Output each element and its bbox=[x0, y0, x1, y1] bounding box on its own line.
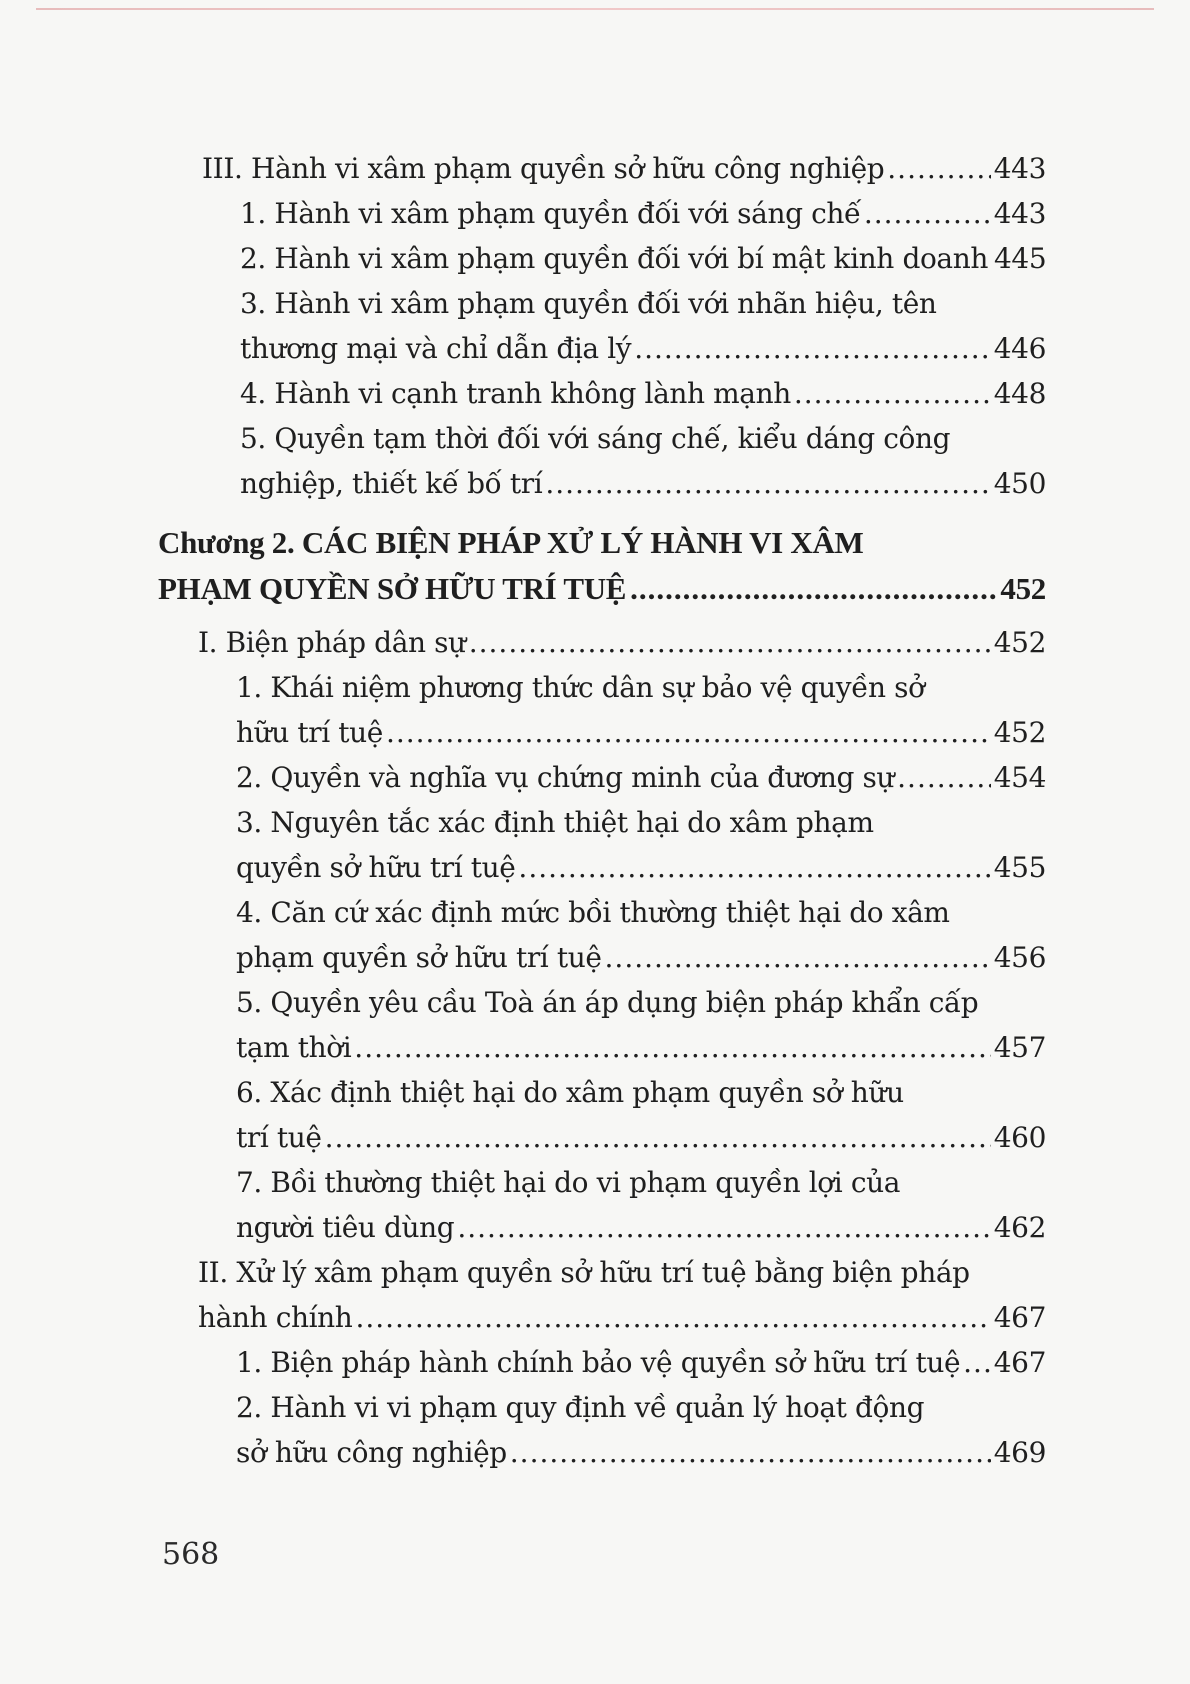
toc-entry-title-line2: hữu trí tuệ bbox=[236, 716, 383, 749]
toc-page-number: 469 bbox=[993, 1436, 1046, 1469]
dot-leader bbox=[963, 1340, 991, 1385]
toc-entry-title-line2: phạm quyền sở hữu trí tuệ bbox=[236, 941, 602, 974]
toc-entry[interactable] bbox=[158, 281, 1046, 371]
toc-entry[interactable] bbox=[158, 665, 1046, 755]
toc-entry-title-line1: 5. Quyền tạm thời đối với sáng chế, kiểu dáng công bbox=[240, 422, 951, 455]
toc-page-number: 462 bbox=[993, 1211, 1046, 1244]
toc-entry-title-line2: người tiêu dùng bbox=[236, 1211, 455, 1244]
toc-entry[interactable] bbox=[158, 800, 1046, 890]
toc-entry[interactable] bbox=[158, 980, 1046, 1070]
toc-page-number: 443 bbox=[993, 152, 1046, 185]
table-of-contents bbox=[158, 146, 1046, 1475]
toc-entry-title-line1: 7. Bồi thường thiệt hại do vi phạm quyền lợi của bbox=[236, 1166, 901, 1199]
dot-leader bbox=[630, 566, 996, 612]
toc-entry-title: III. Hành vi xâm phạm quyền sở hữu công nghiệp bbox=[202, 152, 885, 185]
dot-leader bbox=[457, 1205, 990, 1250]
toc-entry[interactable] bbox=[158, 236, 1046, 281]
toc-page-number: 450 bbox=[993, 467, 1046, 500]
chapter-title-line1: Chương 2. CÁC BIỆN PHÁP XỬ LÝ HÀNH VI XÂM bbox=[158, 525, 864, 560]
toc-entry[interactable] bbox=[158, 371, 1046, 416]
toc-entry-title: 1. Hành vi xâm phạm quyền đối với sáng chế bbox=[240, 197, 861, 230]
toc-entry-title-line1: 2. Hành vi vi phạm quy định về quản lý hoạt động bbox=[236, 1391, 925, 1424]
top-edge-rule bbox=[36, 8, 1154, 10]
dot-leader bbox=[354, 1025, 990, 1070]
dot-leader bbox=[864, 191, 991, 236]
dot-leader bbox=[897, 755, 991, 800]
toc-page-number: 456 bbox=[993, 941, 1046, 974]
dot-leader bbox=[794, 371, 991, 416]
toc-page-number: 467 bbox=[993, 1301, 1046, 1334]
toc-entry-title: 4. Hành vi cạnh tranh không lành mạnh bbox=[240, 377, 791, 410]
toc-page-number: 448 bbox=[993, 377, 1046, 410]
dot-leader bbox=[545, 461, 990, 506]
toc-entry-title-line2: thương mại và chỉ dẫn địa lý bbox=[240, 332, 632, 365]
toc-page-number: 455 bbox=[993, 851, 1046, 884]
toc-entry-title-line2: quyền sở hữu trí tuệ bbox=[236, 851, 516, 884]
toc-page-number: 446 bbox=[993, 332, 1046, 365]
toc-page-number: 454 bbox=[993, 761, 1046, 794]
toc-page-number: 445 bbox=[994, 242, 1047, 275]
toc-section-heading[interactable] bbox=[158, 620, 1046, 665]
toc-page-number: 467 bbox=[993, 1346, 1046, 1379]
toc-entry[interactable] bbox=[158, 755, 1046, 800]
toc-entry[interactable] bbox=[158, 191, 1046, 236]
dot-leader bbox=[518, 845, 990, 890]
toc-entry-title-line2: hành chính bbox=[198, 1301, 353, 1334]
toc-entry-title-line2: tạm thời bbox=[236, 1031, 352, 1064]
toc-entry-title-line2: nghiệp, thiết kế bố trí bbox=[240, 467, 543, 500]
toc-entry[interactable] bbox=[158, 416, 1046, 506]
dot-leader bbox=[634, 326, 991, 371]
toc-page-number: 452 bbox=[1000, 571, 1046, 606]
dot-leader bbox=[887, 146, 990, 191]
toc-entry[interactable] bbox=[158, 1385, 1046, 1475]
toc-page-number: 457 bbox=[993, 1031, 1046, 1064]
toc-page-number: 452 bbox=[993, 626, 1046, 659]
toc-chapter-heading[interactable] bbox=[158, 520, 1046, 612]
dot-leader bbox=[469, 620, 991, 665]
dot-leader bbox=[386, 710, 991, 755]
toc-entry-title-line1: 1. Khái niệm phương thức dân sự bảo vệ quyền sở bbox=[236, 671, 925, 704]
toc-entry-title-line1: 4. Căn cứ xác định mức bồi thường thiệt hại do xâm bbox=[236, 896, 950, 929]
toc-page-number: 452 bbox=[993, 716, 1046, 749]
toc-entry-title-line1: 3. Hành vi xâm phạm quyền đối với nhãn hiệu, tên bbox=[240, 287, 937, 320]
toc-entry-title-line1: 3. Nguyên tắc xác định thiệt hại do xâm phạm bbox=[236, 806, 874, 839]
toc-entry-title-line1: II. Xử lý xâm phạm quyền sở hữu trí tuệ bằng biện pháp bbox=[198, 1256, 970, 1289]
dot-leader bbox=[605, 935, 991, 980]
dot-leader bbox=[510, 1430, 991, 1475]
toc-section-heading[interactable] bbox=[158, 146, 1046, 191]
toc-entry-title-line1: 6. Xác định thiệt hại do xâm phạm quyền sở hữu bbox=[236, 1076, 904, 1109]
page-number: 568 bbox=[162, 1537, 220, 1572]
dot-leader bbox=[355, 1295, 990, 1340]
toc-entry-title-line2: trí tuệ bbox=[236, 1121, 322, 1154]
toc-entry[interactable] bbox=[158, 1340, 1046, 1385]
toc-entry[interactable] bbox=[158, 890, 1046, 980]
toc-entry[interactable] bbox=[158, 1070, 1046, 1160]
chapter-title-line2: PHẠM QUYỀN SỞ HỮU TRÍ TUỆ bbox=[158, 571, 627, 606]
toc-entry-title: 2. Hành vi xâm phạm quyền đối với bí mật kinh doanh bbox=[240, 242, 988, 275]
toc-entry-title: I. Biện pháp dân sự bbox=[198, 626, 466, 659]
toc-entry-title: 2. Quyền và nghĩa vụ chứng minh của đương sự bbox=[236, 761, 895, 794]
dot-leader bbox=[325, 1115, 991, 1160]
toc-entry-title-line1: 5. Quyền yêu cầu Toà án áp dụng biện pháp khẩn cấp bbox=[236, 986, 979, 1019]
toc-entry-title-line2: sở hữu công nghiệp bbox=[236, 1436, 507, 1469]
toc-page-number: 443 bbox=[993, 197, 1046, 230]
toc-entry-title: 1. Biện pháp hành chính bảo vệ quyền sở hữu trí tuệ bbox=[236, 1346, 961, 1379]
toc-page-number: 460 bbox=[993, 1121, 1046, 1154]
toc-entry[interactable] bbox=[158, 1160, 1046, 1250]
toc-section-heading[interactable] bbox=[158, 1250, 1046, 1340]
